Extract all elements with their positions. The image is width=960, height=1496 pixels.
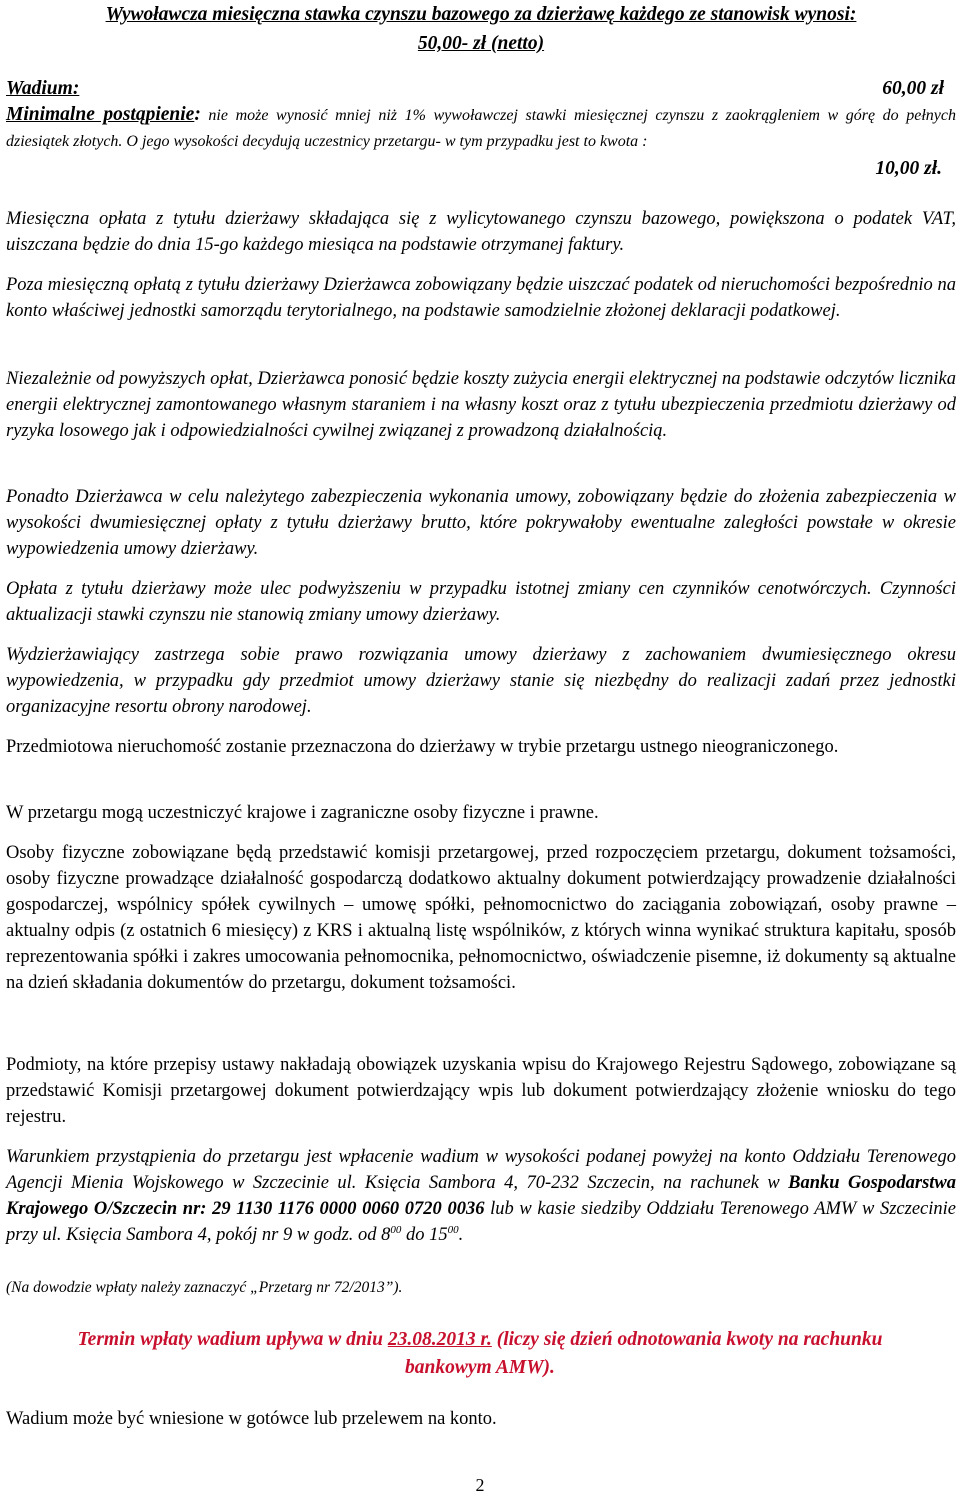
min-bid-label: Minimalne postąpienie [6,104,195,125]
page-number: 2 [475,1475,485,1495]
heading [6,0,956,58]
deadline-notice [40,1326,920,1382]
min-bid-colon: : [194,104,201,125]
deadline-text-after: (liczy się dzień odnotowania kwoty na rachunku bankowym AMW). [405,1329,883,1378]
paragraph-tender-type: Przedmiotowa nieruchomość zostanie przeznaczona do dzierżawy w trybie przetargu ustnego nieograniczonego. [6,737,839,757]
paragraph-security-deposit: Ponadto Dzierżawca w celu należytego zabezpieczenia wykonania umowy, zobowiązany będzie do złożenia zabezpieczenia w wysokości dwumiesięcznej opłaty z tytułu dzierżawy brutto, które pokrywałoby ewentualne zaległości powstałe w okresie wypowiedzenia umowy dzierżawy. [6,487,956,559]
wadium-amount: 60,00 zł [882,78,944,99]
paragraph-fee-increase: Opłata z tytułu dzierżawy może ulec podwyższeniu w przypadku istotnej zmiany cen czynników cenotwórczych. Czynności aktualizacji stawki czynszu nie stanowią zmiany umowy dzierżawy. [6,579,956,625]
hour-to-sup: 00 [447,1223,459,1236]
payment-text-2: lub w kasie siedziby Oddziału Terenowego AMW w Szczecinie przy ul. Księcia Sambora 4, pokój nr 9 w godz. od 8 [6,1199,956,1245]
hour-from-sup: 00 [390,1223,402,1236]
min-bid-amount: 10,00 zł. [875,158,942,179]
wadium-label: Wadium: [6,78,80,99]
paragraph-property-tax: Poza miesięczną opłatą z tytułu dzierżawy Dzierżawca zobowiązany będzie uiszczać podatek od nieruchomości bezpośrednio na konto właściwej jednostki samorządu terytorialnego, na podstawie samodzielnie złożonej deklaracji podatkowej. [6,275,956,321]
paragraph-termination: Wydzierżawiający zastrzega sobie prawo rozwiązania umowy dzierżawy z zachowaniem dwumiesięcznego okresu wypowiedzenia, w przypadku gdy przedmiot umowy dzierżawy stanie się niezbędny do realizacji zadań przez jednostki organizacyjne resortu obrony narodowej. [6,645,956,717]
bank-account: Banku Gospodarstwa Krajowego O/Szczecin nr: 29 1130 1176 0000 0060 0720 0036 [6,1173,956,1219]
deadline-text-before: Termin wpłaty wadium upływa w dniu [77,1329,388,1350]
heading-line1: Wywoławcza miesięczna stawka czynszu bazowego za dzierżawę każdego ze stanowisk wynosi: [105,4,857,25]
paragraph-monthly-fee: Miesięczna opłata z tytułu dzierżawy składająca się z wylicytowanego czynszu bazowego, powiększona o podatek VAT, uiszczana będzie do dnia 15-go każdego miesiąca na podstawie otrzymanej faktury. [6,209,956,255]
min-bid-paragraph [6,102,956,155]
paragraph-krs-entities: Podmioty, na które przepisy ustawy nakładają obowiązek uzyskania wpisu do Krajowego Rejestru Sądowego, zobowiązane są przedstawić Komisji przetargowej dokument potwierdzający wpis lub dokument potwierdzający złożenie wniosku do tego rejestru. [6,1055,956,1127]
paragraph-participants: W przetargu mogą uczestniczyć krajowe i zagraniczne osoby fizyczne i prawne. [6,803,599,823]
paragraph-wadium-payment [6,1144,956,1248]
payment-text-1: Warunkiem przystąpienia do przetargu jest wpłacenie wadium w wysokości podanej powyżej na konto Oddziału Terenowego Agencji Mienia Wojskowego w Szczecinie ul. Księcia Sambora 4, 70-232 Szczecin, na rachunek w [6,1147,956,1193]
wadium-row [6,76,944,102]
paragraph-energy-costs: Niezależnie od powyższych opłat, Dzierżawca ponosić będzie koszty zużycia energii elektrycznej na podstawie odczytów licznika energii elektrycznej zamontowanego własnym staraniem i na własny koszt oraz z tytułu ubezpieczenia przedmiotu dzierżawy od ryzyka losowego jak i odpowiedzialności cywilnej związanej z prowadzoną działalnością. [6,369,956,441]
paragraph-payment-method: Wadium może być wniesione w gotówce lub przelewem na konto. [6,1409,497,1429]
payment-text-4: . [458,1225,464,1245]
paragraph-required-documents: Osoby fizyczne zobowiązane będą przedstawić komisji przetargowej, przed rozpoczęciem przetargu, dokument tożsamości, osoby fizyczne prowadzące działalność gospodarczą dodatkowo aktualny dokument potwierdzający prowadzenie działalności gospodarczej, wspólnicy spółek cywilnych – umowę spółki, pełnomocnictwo do zaciągania zobowiązań, osoby prawne – aktualny odpis (z ostatnich 6 miesięcy) z KRS i aktualną listę wspólników, z których winna wynikać struktura kapitału, sposób reprezentowania spółki i zakres umocowania pełnomocnika, pełnomocnictwo, oświadczenie pisemne, iż dokumenty są aktualne na dzień składania dokumentów do przetargu, dokument tożsamości. [6,843,956,993]
payment-note: (Na dowodzie wpłaty należy zaznaczyć „Przetarg nr 72/2013”). [6,1279,403,1296]
heading-line2: 50,00- zł (netto) [417,33,545,54]
min-bid-text: nie może wynosić mniej niż 1% wywoławczej stawki miesięcznej czynszu z zaokrągleniem w górę do pełnych dziesiątek złotych. O jego wysokości decydują uczestnicy przetargu- w tym przypadku jest to kwota : [6,107,956,150]
deadline-date: 23.08.2013 r. [387,1329,492,1350]
payment-text-3: do 15 [401,1225,448,1245]
